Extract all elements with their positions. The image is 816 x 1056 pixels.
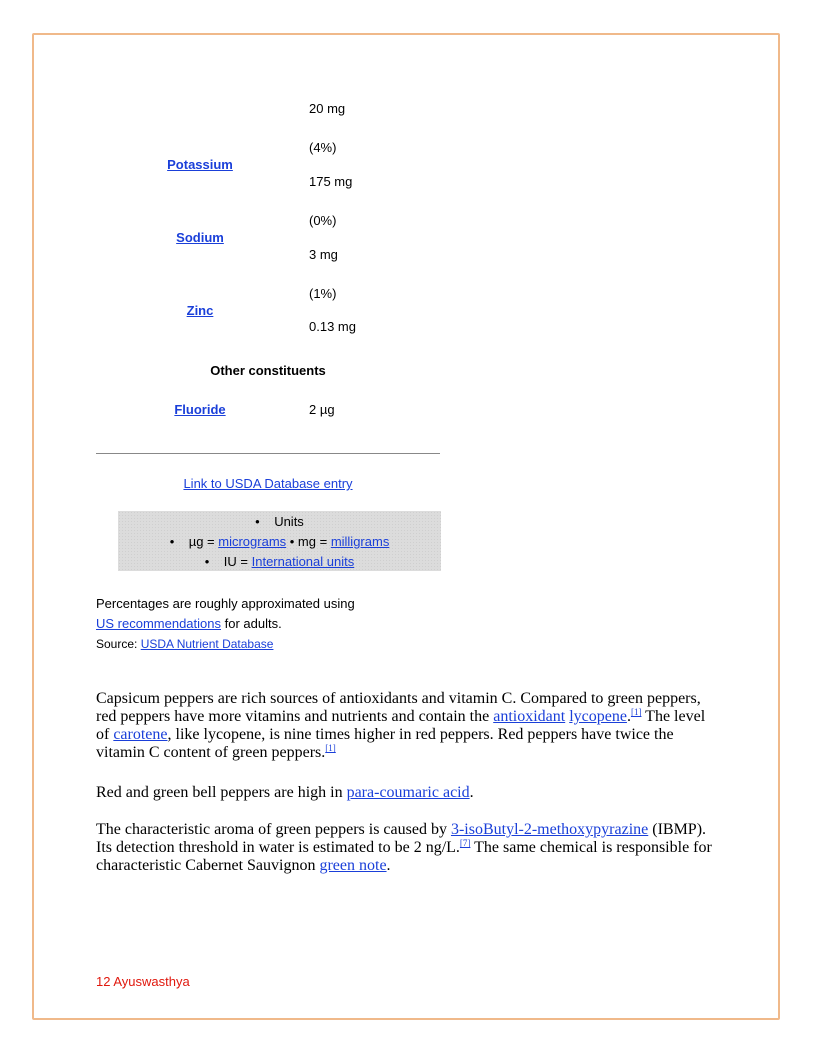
percent-note-line2: [96, 616, 282, 631]
para3-text-2: (IBMP). Its detection threshold in water is estimated to be 2 ng/L.: [96, 821, 707, 856]
para-coumaric-acid-link[interactable]: para-coumaric acid: [346, 784, 470, 801]
other-constituents-heading: Other constituents: [210, 363, 326, 378]
bullet: •: [169, 534, 175, 549]
sodium-link[interactable]: Sodium: [176, 230, 224, 245]
zinc-amount: 0.13 mg: [309, 319, 356, 334]
sodium-amount: 3 mg: [309, 247, 338, 262]
usda-nutrient-database-link[interactable]: USDA Nutrient Database: [140, 637, 274, 651]
ug-prefix: µg =: [188, 534, 219, 549]
bullet: •: [255, 514, 260, 529]
units-iu-line: [118, 554, 441, 569]
carotene-link[interactable]: carotene: [113, 726, 168, 743]
paragraph-coumaric: [96, 784, 721, 802]
source-line: [96, 637, 273, 651]
para2-text-1: Red and green bell peppers are high in: [96, 784, 347, 801]
reference-1-link[interactable]: [1]: [630, 707, 642, 717]
para1-text-2: The level of: [96, 708, 706, 743]
page-footer: 12 Ayuswasthya: [96, 974, 190, 989]
antioxidant-link[interactable]: antioxidant: [493, 708, 566, 725]
table-divider: [96, 453, 440, 454]
fluoride-amount: 2 µg: [309, 402, 335, 417]
usda-database-link[interactable]: Link to USDA Database entry: [183, 476, 353, 491]
potassium-link[interactable]: Potassium: [167, 157, 233, 172]
units-box: [118, 511, 441, 571]
fluoride-link[interactable]: Fluoride: [174, 402, 226, 417]
potassium-amount: 175 mg: [309, 174, 353, 189]
units-title-line: [118, 514, 441, 529]
mg-mid: • mg =: [286, 534, 331, 549]
percent-note-line1: Percentages are roughly approximated using: [96, 596, 355, 611]
para3-text-1: The characteristic aroma of green peppers is caused by: [96, 821, 451, 838]
paragraph-antioxidants: [96, 690, 721, 762]
milligrams-link[interactable]: milligrams: [330, 534, 390, 549]
units-mass-line: [118, 534, 441, 549]
units-title: Units: [274, 514, 304, 529]
para1-period: .: [626, 708, 631, 725]
iu-prefix: IU =: [223, 554, 252, 569]
previous-amount: 20 mg: [309, 101, 346, 116]
us-recommendations-link[interactable]: US recommendations: [96, 616, 221, 631]
para3-text-4: .: [386, 857, 391, 874]
sodium-percent: (0%): [309, 213, 337, 228]
source-label: Source:: [96, 637, 141, 651]
reference-7-link[interactable]: [7]: [459, 838, 471, 848]
paragraph-aroma: [96, 821, 721, 875]
micrograms-link[interactable]: micrograms: [218, 534, 287, 549]
international-units-link[interactable]: International units: [251, 554, 355, 569]
bullet: •: [204, 554, 210, 569]
green-note-link[interactable]: green note: [319, 857, 387, 874]
potassium-percent: (4%): [309, 140, 337, 155]
reference-1-link-2[interactable]: [1]: [325, 743, 336, 753]
percent-note-tail: for adults.: [221, 616, 282, 631]
para1-text-1: Capsicum peppers are rich sources of antioxidants and vitamin C. Compared to green peppers, red peppers have more vitamins and nutrients and contain the: [96, 690, 701, 725]
para3-text-3: The same chemical is responsible for characteristic Cabernet Sauvignon: [96, 839, 712, 874]
zinc-link[interactable]: Zinc: [186, 303, 214, 318]
zinc-percent: (1%): [309, 286, 337, 301]
ibmp-link[interactable]: 3-isoButyl-2-methoxypyrazine: [450, 821, 649, 838]
lycopene-link[interactable]: lycopene: [569, 708, 627, 725]
para2-text-2: .: [469, 784, 474, 801]
para1-text-3: , like lycopene, is nine times higher in red peppers. Red peppers have twice the vitamin C content of green peppers.: [96, 726, 674, 761]
